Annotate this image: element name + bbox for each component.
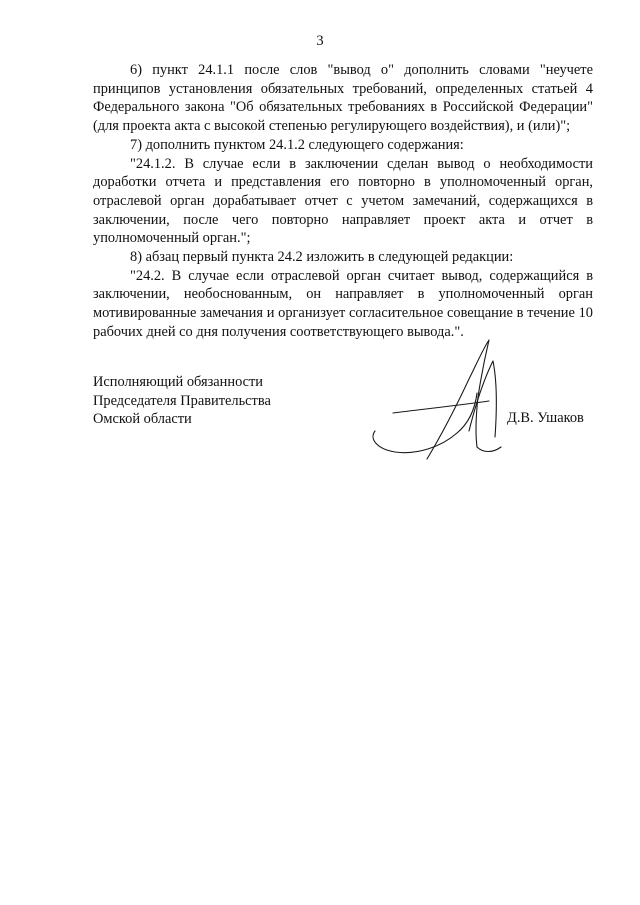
handwritten-signature [365, 335, 515, 470]
paragraph-quote-24-2: "24.2. В случае если отраслевой орган считает вывод, содержащийся в заключении, необоснованным, он направляет в уполномоченный орган мотивированные замечания и организует согласительное совещание в течение 10 рабочих дней со дня получения соответствующего вывода.". [93, 267, 593, 340]
signer-name: Д.В. Ушаков [507, 410, 584, 426]
document-body [93, 61, 593, 342]
paragraph-item-8: 8) абзац первый пункта 24.2 изложить в следующей редакции: [130, 249, 514, 266]
signature-stroke [373, 393, 477, 453]
paragraph-item-7: 7) дополнить пунктом 24.1.2 следующего содержания: [130, 136, 464, 153]
signatory-position [93, 373, 271, 429]
position-line: Председателя Правительства [93, 392, 271, 409]
paragraph-quote-24-1-2: "24.1.2. В случае если в заключении сделан вывод о необходимости доработки отчета и представления его повторно в уполномоченный орган, отраслевой орган дорабатывает отчет с учетом замечаний, содержащихся в заключении, после чего повторно направляет проект акта и отчет в уполномоченный орган."; [93, 155, 593, 247]
signature-stroke [427, 340, 489, 459]
signature-stroke [477, 447, 501, 452]
position-line: Омской области [93, 411, 192, 427]
page-number: 3 [316, 33, 324, 49]
paragraph-item-6: 6) пункт 24.1.1 после слов "вывод о" дополнить словами "неучете принципов установления обязательных требований, определенных статьей 4 Федерального закона "Об обязательных требованиях в Российской Федерации" (для проекта акта с высокой степенью регулирующего воздействия), и (или)"; [93, 62, 593, 135]
position-line: Исполняющий обязанности [93, 374, 264, 390]
